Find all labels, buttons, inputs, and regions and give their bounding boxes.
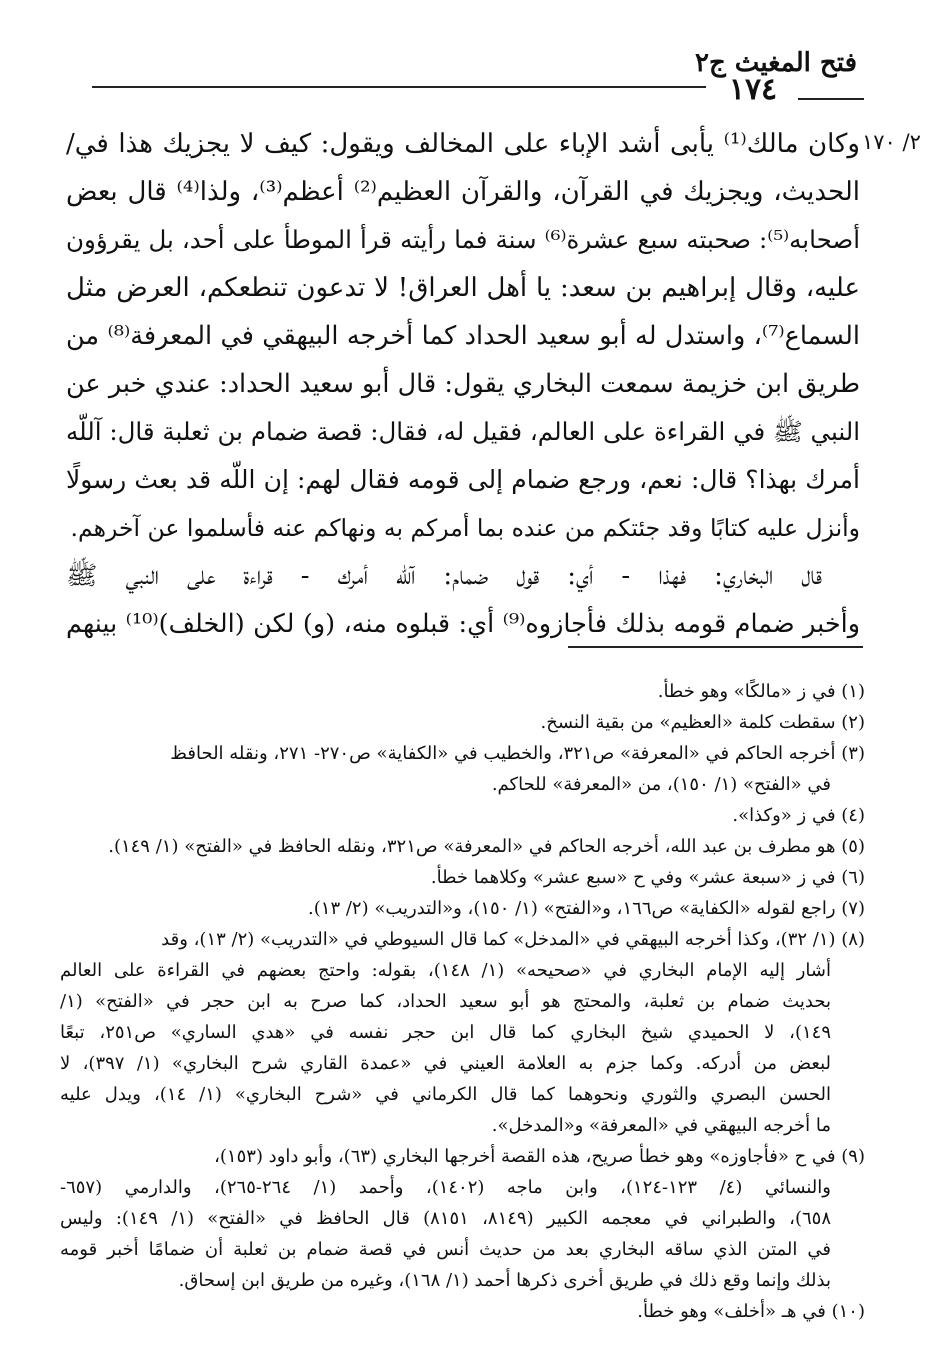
main-text-line: قال البخاري: فهذا - أي: قول ضمام: آللّه أمرك - قراءة على النبي ﷺ [66,561,822,591]
footnote-line: (٧) راجع لقوله «الكفاية» ص١٦٦، و«الفتح» (١/ ١٥٠)، و«التدريب» (٢/ ١٣). [308,898,865,919]
page-number-rule [798,98,864,100]
main-text-line: وكان مالك⁽¹⁾ يأبى أشد الإباء على المخالف ويقول: كيف لا يجزيك هذا في/ [66,129,860,159]
footnote-line: (٤) في ز «وكذا». [732,805,865,826]
footnote-separator [568,646,863,648]
footnote-line: في المتن الذي ساقه البخاري بعد من حديث أنس في قصة ضمام بن ثعلبة أن ضمامًا أخبر قومه [60,1239,831,1260]
footnote-line: (١٠) في هـ «أخلف» وهو خطأ. [637,1301,865,1322]
main-text-line: الحديث، ويجزيك في القرآن، والقرآن العظيم⁽²⁾ أعظم⁽³⁾، ولذا⁽⁴⁾ قال بعض [66,177,860,207]
footnote-line: (٦) في ز «سبعة عشر» وفي ح «سبع عشر» وكلاهما خطأ. [430,867,865,888]
footnote-line: الحسن البصري والثوري ونحوهما كما قال الكرماني في «شرح البخاري» (١/ ١٤)، ويدل عليه [60,1084,831,1105]
footnotes [60,676,865,1327]
book-title: فتح المغيث ج٢ [694,48,857,78]
main-text [66,120,860,648]
footnote-line: والنسائي (٤/ ١٢٣-١٢٤)، وابن ماجه (١٤٠٢)، وأحمد (١/ ٢٦٤-٢٦٥)، والدارمي (٦٥٧- [60,1177,831,1198]
footnote-line: لبعض من أدركه. وكما جزم به العلامة العيني في «عمدة القاري شرح البخاري» (١/ ٣٩٧)، لا [60,1053,831,1074]
footnote-line: ما أخرجه البيهقي في «المعرفة» و«المدخل». [491,1115,831,1136]
main-text-line: أصحابه⁽⁵⁾: صحبته سبع عشرة⁽⁶⁾ سنة فما رأيته قرأ الموطأ على أحد، بل يقرؤون [66,225,860,254]
page-number: ١٧٤ [728,72,778,107]
footnote-line: ٦٥٨)، والطبراني في معجمه الكبير (٨١٤٩، ٨١٥١) قال الحافظ في «الفتح» (١/ ١٤٩): وليس [60,1208,832,1229]
margin-reference: ٢/ ١٧٠ [862,130,921,154]
main-text-line: وأخبر ضمام قومه بذلك فأجازوه⁽⁹⁾ أي: قبلوه منه، (و) لكن (الخلف)⁽¹⁰⁾ بينهم [66,609,860,639]
footnote-line: بذلك وإنما وقع ذلك في طريق أخرى ذكرها أحمد (١/ ١٦٨)، وغيره من طريق ابن إسحاق. [178,1270,831,1291]
main-text-line: السماع⁽⁷⁾، واستدل له أبو سعيد الحداد كما أخرجه البيهقي في المعرفة⁽⁸⁾ من [66,321,860,351]
footnote-line: أشار إليه الإمام البخاري في «صحيحه» (١/ ١٤٨)، بقوله: واحتج بعضهم في القراءة على العالم [60,960,832,981]
main-text-line: طريق ابن خزيمة سمعت البخاري يقول: قال أبو سعيد الحداد: عندي خبر عن [66,369,860,399]
footnote-line: (٨) (١/ ٣٢)، وكذا أخرجه البيهقي في «المدخل» كما قال السيوطي في «التدريب» (٢/ ١٣)، وقد [161,929,865,950]
main-text-line: عليه، وقال إبراهيم بن سعد: يا أهل العراق! لا تدعون تنطعكم، العرض مثل [66,273,860,303]
footnote-line: (٥) هو مطرف بن عبد الله، أخرجه الحاكم في «المعرفة» ص٣٢١، ونقله الحافظ في «الفتح» (١/ ١٤٩). [108,836,865,857]
footnote-line: (١) في ز «مالكًا» وهو خطأ. [657,681,865,702]
main-text-line: أمرك بهذا؟ قال: نعم، ورجع ضمام إلى قومه فقال لهم: إن اللّه قد بعث رسولًا [66,465,860,494]
footnote-line: ١٤٩)، لا الحميدي شيخ البخاري كما قال ابن حجر نفسه في «هدي الساري» ص٢٥١، تبعًا [60,1022,831,1043]
main-text-line: وأنزل عليه كتابًا وقد جئتكم من عنده بما أمركم به ونهاكم عنه فأسلموا عن آخرهم. [70,514,860,542]
main-text-line: النبي ﷺ في القراءة على العالم، فقيل له، فقال: قصة ضمام بن ثعلبة قال: آللّه [66,417,860,446]
footnote-line: بحديث ضمام بن ثعلبة، والمحتج هو أبو سعيد الحداد، كما صرح به ابن حجر في «الفتح» (١/ [60,991,831,1012]
footnote-line: (٩) في ح «فأجاوزه» وهو خطأ صريح، هذه القصة أخرجها البخاري (٦٣)، وأبو داود (١٥٣)، [214,1146,865,1167]
header-rule [92,86,706,88]
footnote-line: (٣) أخرجه الحاكم في «المعرفة» ص٣٢١، والخطيب في «الكفاية» ص٢٧٠- ٢٧١، ونقله الحافظ [170,743,865,764]
footnote-line: (٢) سقطت كلمة «العظيم» من بقية النسخ. [540,712,865,733]
footnote-line: في «الفتح» (١/ ١٥٠)، من «المعرفة» للحاكم. [491,774,831,795]
